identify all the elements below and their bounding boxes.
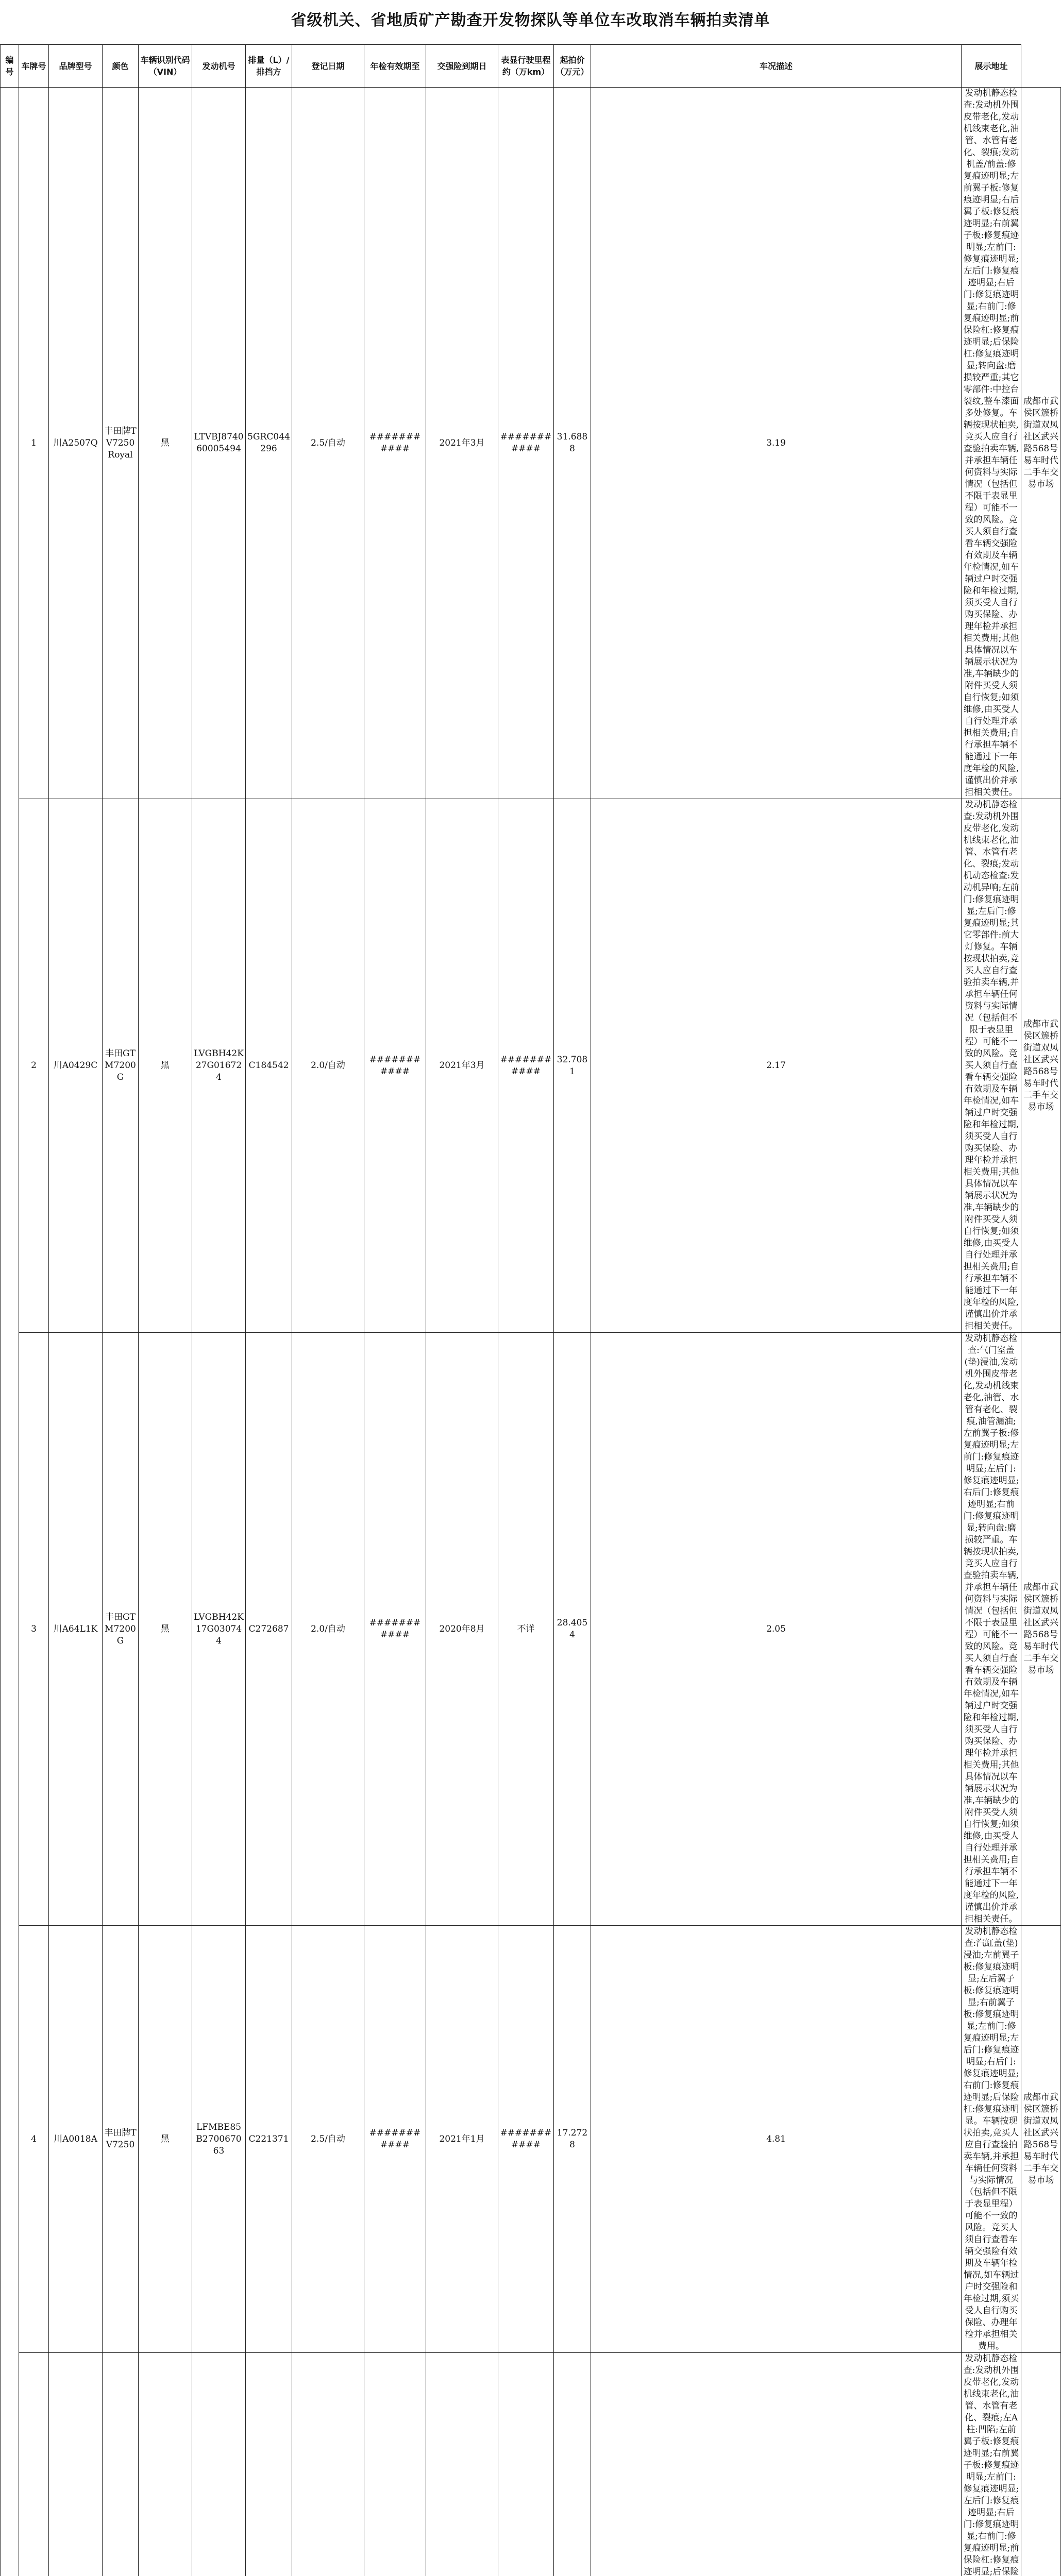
start-price	[591, 2353, 962, 2576]
mileage: 28.4054	[554, 1333, 591, 1926]
color: 黑	[139, 88, 192, 799]
insurance-date: ###########	[498, 1926, 554, 2353]
inspection-date	[426, 2353, 498, 2576]
plate-number: 川A64L1K	[49, 1333, 103, 1926]
col-model-header: 品牌型号	[49, 45, 103, 88]
start-price: 4.81	[591, 1926, 962, 2353]
engine-number: C184542	[246, 799, 292, 1333]
row-number: 3	[19, 1333, 49, 1926]
table-body	[1, 88, 1061, 2576]
plate-number	[49, 2353, 103, 2576]
header-row	[1, 45, 1061, 88]
col-plate-header: 车牌号	[19, 45, 49, 88]
inspection-date: 2021年3月	[426, 88, 498, 799]
insurance-date	[498, 2353, 554, 2576]
insurance-date: ###########	[498, 799, 554, 1333]
col-engine-header: 发动机号	[192, 45, 246, 88]
table-row	[1, 88, 1061, 799]
engine-number	[246, 2353, 292, 2576]
register-date: ###########	[364, 1333, 426, 1926]
display-address: 成都市武侯区簇桥街道双凤社区武兴路568号 易车时代二手车交易市场	[1021, 1926, 1061, 2353]
inspection-date: 2020年8月	[426, 1333, 498, 1926]
vin	[192, 2353, 246, 2576]
plate-number: 川A0018A	[49, 1926, 103, 2353]
brand-model	[103, 2353, 139, 2576]
register-date: ###########	[364, 1926, 426, 2353]
displacement: 2.5/自动	[292, 1926, 364, 2353]
display-address: 成都市武侯区簇桥街道双凤社区武兴路568号 易车时代二手车交易市场	[1021, 1333, 1061, 1926]
col-displacement-header: 排量（L）/排挡方	[246, 45, 292, 88]
start-price: 2.05	[591, 1333, 962, 1926]
mileage	[554, 2353, 591, 2576]
group-label	[1, 88, 19, 2576]
brand-model: 丰田牌TV7250	[103, 1926, 139, 2353]
condition-description: 发动机静态检查:发动机外围皮带老化,发动机线束老化,油管、水管有老化、裂痕;发动机盖/前盖:修复痕迹明显;左前翼子板:修复痕迹明显;右后翼子板:修复痕迹明显;右前翼子板:修复痕迹明显;左前门:修复痕迹明显;左后门:修复痕迹明显;右后门:修复痕迹明显;右前门:修复痕迹明显;前保险杠:修复痕迹明显;后保险杠:修复痕迹明显;转向盘:磨损较严重;其它零部件:中控台裂纹,整车漆面多处修复。车辆按现状拍卖,竞买人应自行查验拍卖车辆,并承担车辆任何资料与实际情况（包括但不限于表显里程）可能不一致的风险。竞买人须自行查看车辆交强险有效期及车辆年检情况,如车辆过户时交强险和年检过期,须买受人自行购买保险、办理年检并承担相关费用;其他具体情况以车辆展示状况为准,车辆缺少的附件买受人须自行恢复;如须维修,由买受人自行处理并承担相关费用;自行承担车辆不能通过下一年度年检的风险,谨慎出价并承担相关责任。	[962, 88, 1021, 799]
row-number	[19, 2353, 49, 2576]
mileage: 31.6888	[554, 88, 591, 799]
mileage: 32.7081	[554, 799, 591, 1333]
col-number-header: 编号	[1, 45, 19, 88]
col-inspection-header: 年检有效期至	[364, 45, 426, 88]
row-number: 2	[19, 799, 49, 1333]
register-date: ###########	[364, 88, 426, 799]
condition-description: 发动机静态检查:发动机外围皮带老化,发动机线束老化,油管、水管有老化、裂痕;发动机动态检查:发动机异响;左前门:修复痕迹明显;左后门:修复痕迹明显;其它零部件:前大灯修复。车辆按现状拍卖,竞买人应自行查验拍卖车辆,并承担车辆任何资料与实际情况（包括但不限于表显里程）可能不一致的风险。竞买人须自行查看车辆交强险有效期及车辆年检情况,如车辆过户时交强险和年检过期,须买受人自行购买保险、办理年检并承担相关费用;其他具体情况以车辆展示状况为准,车辆缺少的附件买受人须自行恢复;如须维修,由买受人自行处理并承担相关费用;自行承担车辆不能通过下一年度年检的风险,谨慎出价并承担相关责任。	[962, 799, 1021, 1333]
table-row	[1, 1333, 1061, 1926]
row-number: 4	[19, 1926, 49, 2353]
table-row	[1, 799, 1061, 1333]
displacement: 2.5/自动	[292, 88, 364, 799]
start-price: 2.17	[591, 799, 962, 1333]
auction-table	[0, 44, 1061, 2576]
color	[139, 2353, 192, 2576]
brand-model: 丰田GTM7200G	[103, 799, 139, 1333]
color: 黑	[139, 1926, 192, 2353]
displacement: 2.0/自动	[292, 1333, 364, 1926]
engine-number: C221371	[246, 1926, 292, 2353]
engine-number: 5GRC044296	[246, 88, 292, 799]
vin: LFMBE85B270067063	[192, 1926, 246, 2353]
brand-model: 丰田牌TV7250Royal	[103, 88, 139, 799]
table-row	[1, 1926, 1061, 2353]
color: 黑	[139, 799, 192, 1333]
condition-description: 发动机静态检查:气门室盖(垫)浸油,发动机外围皮带老化,发动机线束老化,油管、水管有老化、裂痕,油管漏油;左前翼子板:修复痕迹明显;左前门:修复痕迹明显;左后门:修复痕迹明显;右后门:修复痕迹明显;右前门:修复痕迹明显;转向盘:磨损较严重。车辆按现状拍卖,竞买人应自行查验拍卖车辆,并承担车辆任何资料与实际情况（包括但不限于表显里程）可能不一致的风险。竞买人须自行查看车辆交强险有效期及车辆年检情况,如车辆过户时交强险和年检过期,须买受人自行购买保险、办理年检并承担相关费用;其他具体情况以车辆展示状况为准,车辆缺少的附件买受人须自行恢复;如须维修,由买受人自行处理并承担相关费用;自行承担车辆不能通过下一年度年检的风险,谨慎出价并承担相关责任。	[962, 1333, 1021, 1926]
col-color-header: 颜色	[103, 45, 139, 88]
display-address: 成都市武侯区簇桥街道双凤社区武兴路568号 易车时代二手车交易市场	[1021, 799, 1061, 1333]
condition-description: 发动机静态检查:汽缸盖(垫)浸油;左前翼子板:修复痕迹明显;左后翼子板:修复痕迹明显;右前翼子板:修复痕迹明显;左前门:修复痕迹明显;左后门:修复痕迹明显;右后门:修复痕迹明显;右前门:修复痕迹明显;后保险杠:修复痕迹明显。车辆按现状拍卖,竞买人应自行查验拍卖车辆,并承担车辆任何资料与实际情况（包括但不限于表显里程）可能不一致的风险。竞买人须自行查看车辆交强险有效期及车辆年检情况,如车辆过户时交强险和年检过期,须买受人自行购买保险、办理年检并承担相关费用。	[962, 1926, 1021, 2353]
inspection-date: 2021年3月	[426, 799, 498, 1333]
col-register-date-header: 登记日期	[292, 45, 364, 88]
plate-number: 川A2507Q	[49, 88, 103, 799]
page-title: 省级机关、省地质矿产勘查开发物探队等单位车改取消车辆拍卖清单	[0, 7, 1061, 30]
col-vin-header: 车辆识别代码（VIN）	[139, 45, 192, 88]
vin: LTVBJ874060005494	[192, 88, 246, 799]
start-price: 3.19	[591, 88, 962, 799]
register-date: ###########	[364, 799, 426, 1333]
displacement	[292, 2353, 364, 2576]
col-address-header: 展示地址	[962, 45, 1021, 88]
color: 黑	[139, 1333, 192, 1926]
condition-description: 发动机静态检查:发动机外围皮带老化,发动机线束老化,油管、水管有老化、裂痕;左A柱:凹陷;左前翼子板:修复痕迹明显;右前翼子板:修复痕迹明显;左前门:修复痕迹明显;左后门:修复痕迹明显;右后门:修复痕迹明显;右前门:修复痕迹明显;前保险杠:修复痕迹明显;后保险	[962, 2353, 1021, 2576]
plate-number: 川A0429C	[49, 799, 103, 1333]
mileage: 17.2728	[554, 1926, 591, 2353]
engine-number: C272687	[246, 1333, 292, 1926]
col-start-price-header: 起拍价（万元）	[554, 45, 591, 88]
table-row	[1, 2353, 1061, 2576]
brand-model: 丰田GTM7200G	[103, 1333, 139, 1926]
insurance-date: 不详	[498, 1333, 554, 1926]
register-date	[364, 2353, 426, 2576]
insurance-date: ###########	[498, 88, 554, 799]
row-number: 1	[19, 88, 49, 799]
displacement: 2.0/自动	[292, 799, 364, 1333]
col-condition-header: 车况描述	[591, 45, 962, 88]
inspection-date: 2021年1月	[426, 1926, 498, 2353]
display-address: 成都市武侯区簇桥街道双凤社区武兴路568号 易车时代二手车交易市场	[1021, 88, 1061, 799]
vin: LVGBH42K27G016724	[192, 799, 246, 1333]
display-address	[1021, 2353, 1061, 2576]
col-insurance-header: 交强险到期日	[426, 45, 498, 88]
col-mileage-header: 表显行驶里程约（万km）	[498, 45, 554, 88]
vin: LVGBH42K17G030744	[192, 1333, 246, 1926]
